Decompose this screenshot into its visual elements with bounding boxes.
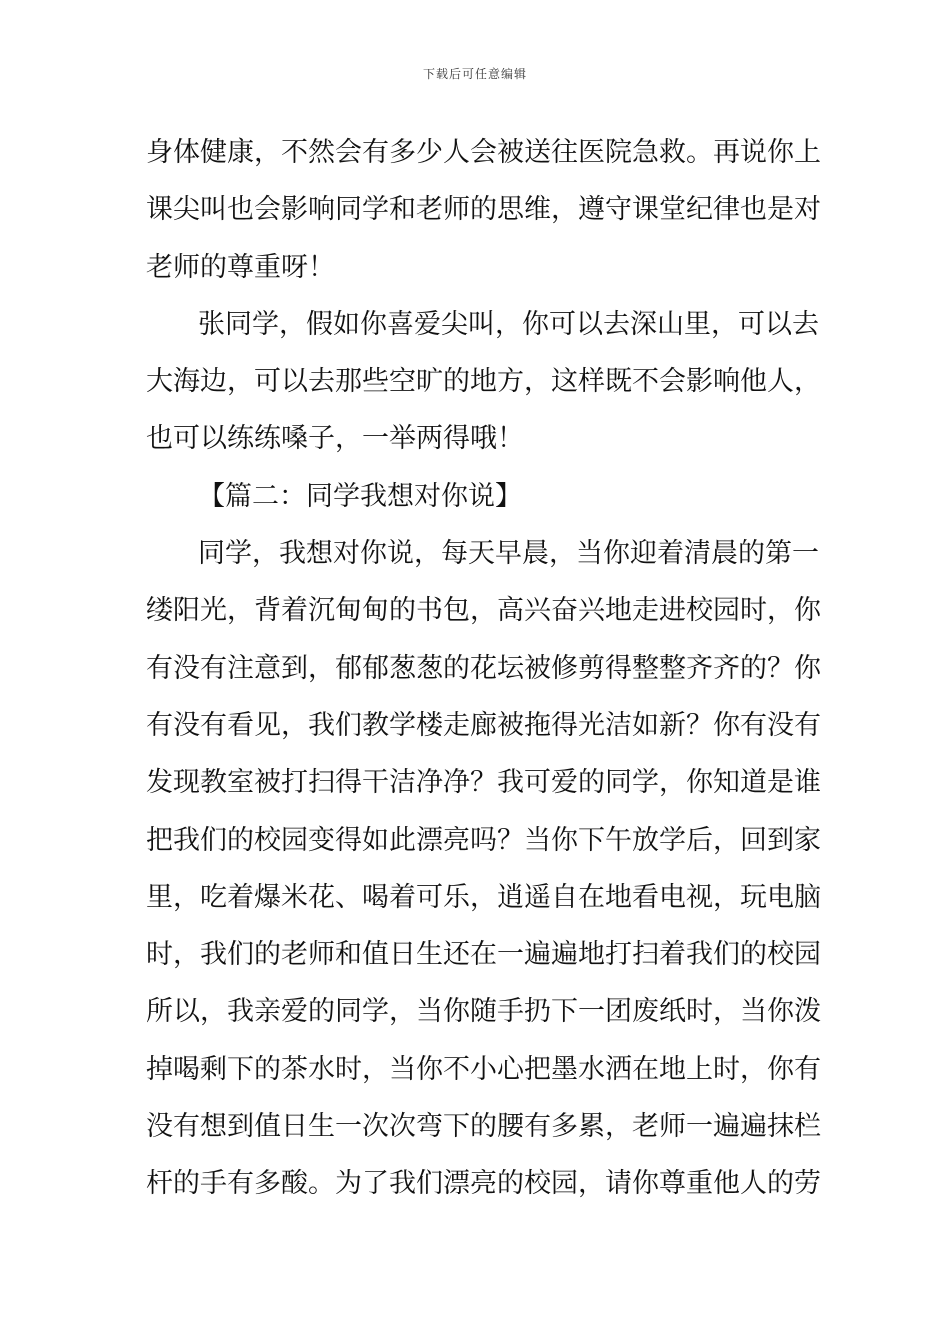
section-title: 【篇二：同学我想对你说】 xyxy=(198,480,522,512)
text-line: 有没有看见，我们教学楼走廊被拖得光洁如新？你有没有 xyxy=(146,709,821,741)
text-line: 时，我们的老师和值日生还在一遍遍地打扫着我们的校园 xyxy=(146,939,821,971)
page-header-note: 下载后可任意编辑 xyxy=(422,67,527,81)
text-line: 把我们的校园变得如此漂亮吗？当你下午放学后，回到家 xyxy=(146,824,821,856)
text-line: 有没有注意到，郁郁葱葱的花坛被修剪得整整齐齐的？你 xyxy=(146,652,821,684)
text-line: 掉喝剩下的茶水时，当你不小心把墨水洒在地上时，你有 xyxy=(146,1053,821,1085)
text-line: 大海边，可以去那些空旷的地方，这样既不会影响他人， xyxy=(146,366,821,398)
document-body xyxy=(146,124,821,1213)
text-line: 所以，我亲爱的同学，当你随手扔下一团废纸时，当你泼 xyxy=(146,996,821,1028)
text-line: 身体健康，不然会有多少人会被送往医院急救。再说你上 xyxy=(146,137,821,168)
text-line: 也可以练练嗓子，一举两得哦！ xyxy=(146,423,524,455)
paragraph-start-line: 同学，我想对你说，每天早晨，当你迎着清晨的第一 xyxy=(198,538,819,570)
text-line: 里，吃着爆米花、喝着可乐，逍遥自在地看电视，玩电脑 xyxy=(146,881,821,913)
text-line: 缕阳光，背着沉甸甸的书包，高兴奋兴地走进校园时，你 xyxy=(146,595,821,627)
text-line: 杆的手有多酸。为了我们漂亮的校园，请你尊重他人的劳 xyxy=(146,1168,821,1200)
text-line: 发现教室被打扫得干洁净净？我可爱的同学，你知道是谁 xyxy=(146,767,821,799)
paragraph-start-line: 张同学，假如你喜爱尖叫，你可以去深山里，可以去 xyxy=(198,308,819,340)
text-line: 课尖叫也会影响同学和老师的思维，遵守课堂纪律也是对 xyxy=(146,194,821,226)
text-line: 老师的尊重呀！ xyxy=(146,251,335,283)
text-line: 没有想到值日生一次次弯下的腰有多累，老师一遍遍抹栏 xyxy=(146,1111,821,1143)
